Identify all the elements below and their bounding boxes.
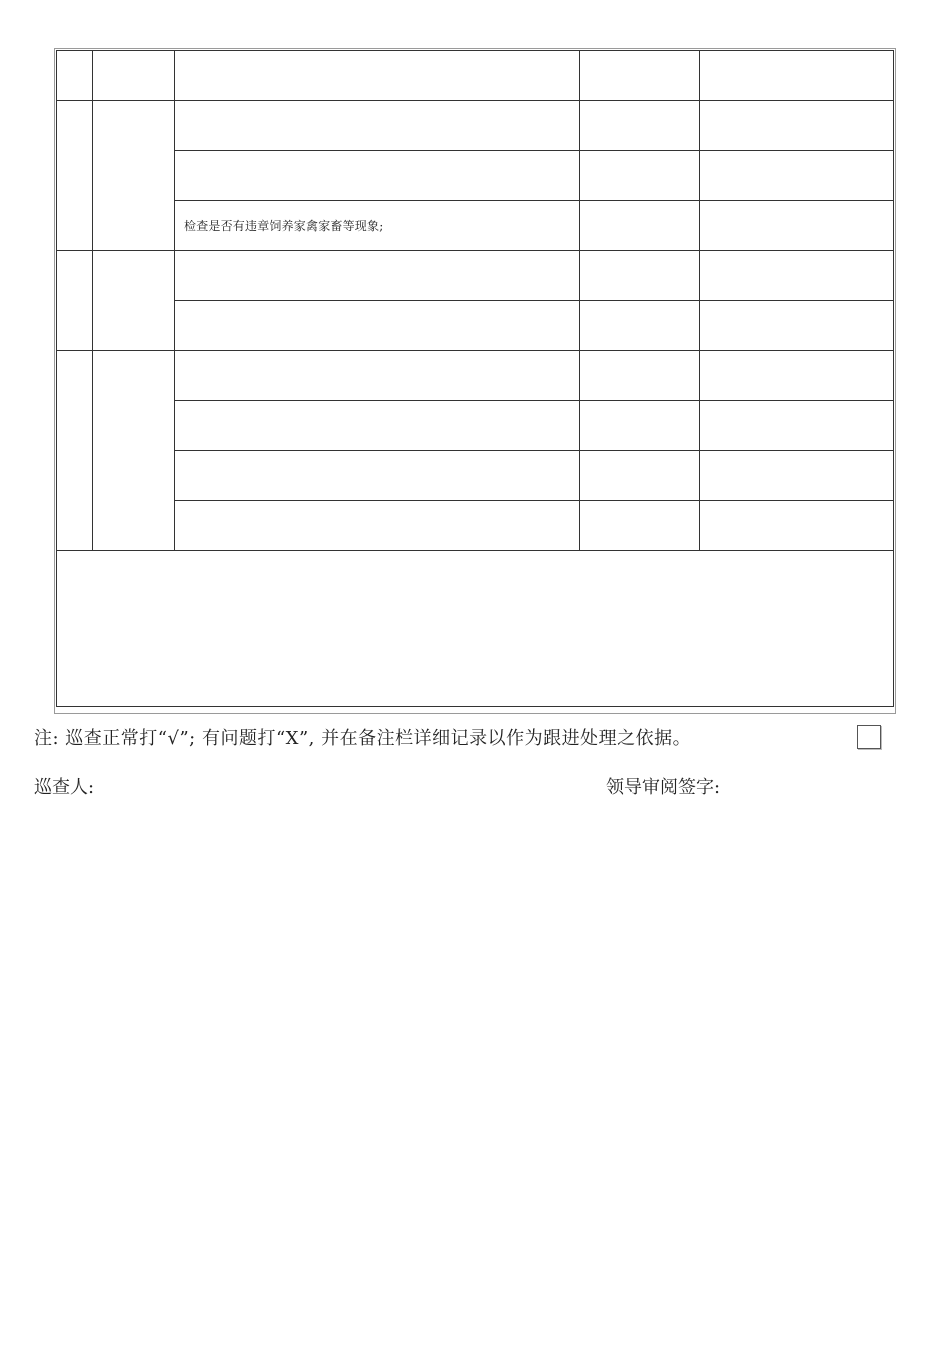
note-cell[interactable]	[700, 101, 894, 151]
table-row	[57, 101, 894, 151]
result-cell[interactable]	[580, 201, 700, 251]
group-2-index-cell	[57, 251, 93, 351]
footnote: 注: 巡查正常打“√”; 有问题打“X”, 并在备注栏详细记录以作为跟进处理之依据。	[34, 728, 692, 749]
inspector-signature-label: 巡查人:	[34, 777, 95, 798]
table-row	[57, 251, 894, 301]
group-1-category-cell	[93, 101, 175, 251]
item-cell: 检查是否有违章饲养家禽家畜等现象;	[175, 201, 580, 251]
note-cell[interactable]	[700, 151, 894, 201]
checkbox[interactable]	[857, 725, 881, 749]
item-cell	[175, 251, 580, 301]
header-cell-item	[175, 51, 580, 101]
table-row	[57, 301, 894, 351]
table-header-row	[57, 51, 894, 101]
header-cell-category	[93, 51, 175, 101]
group-2-category-cell	[93, 251, 175, 351]
table-row	[57, 201, 894, 251]
result-cell[interactable]	[580, 401, 700, 451]
note-cell[interactable]	[700, 251, 894, 301]
group-1-index-cell	[57, 101, 93, 251]
result-cell[interactable]	[580, 501, 700, 551]
remarks-cell[interactable]	[57, 551, 894, 707]
note-cell[interactable]	[700, 401, 894, 451]
result-cell[interactable]	[580, 251, 700, 301]
result-cell[interactable]	[580, 451, 700, 501]
header-cell-index	[57, 51, 93, 101]
inspection-table	[56, 50, 894, 707]
item-cell	[175, 451, 580, 501]
note-cell[interactable]	[700, 201, 894, 251]
table-row	[57, 501, 894, 551]
table-row	[57, 351, 894, 401]
table-row	[57, 151, 894, 201]
note-cell[interactable]	[700, 451, 894, 501]
note-cell[interactable]	[700, 301, 894, 351]
item-cell	[175, 301, 580, 351]
item-cell	[175, 401, 580, 451]
result-cell[interactable]	[580, 151, 700, 201]
table-row	[57, 451, 894, 501]
result-cell[interactable]	[580, 351, 700, 401]
remarks-row	[57, 551, 894, 707]
group-3-index-cell	[57, 351, 93, 551]
note-cell[interactable]	[700, 351, 894, 401]
item-cell	[175, 151, 580, 201]
item-cell	[175, 501, 580, 551]
result-cell[interactable]	[580, 301, 700, 351]
table-row	[57, 401, 894, 451]
leader-signature-label: 领导审阅签字:	[606, 777, 721, 798]
header-cell-result	[580, 51, 700, 101]
header-cell-note	[700, 51, 894, 101]
result-cell[interactable]	[580, 101, 700, 151]
item-cell	[175, 351, 580, 401]
group-3-category-cell	[93, 351, 175, 551]
note-cell[interactable]	[700, 501, 894, 551]
item-cell	[175, 101, 580, 151]
